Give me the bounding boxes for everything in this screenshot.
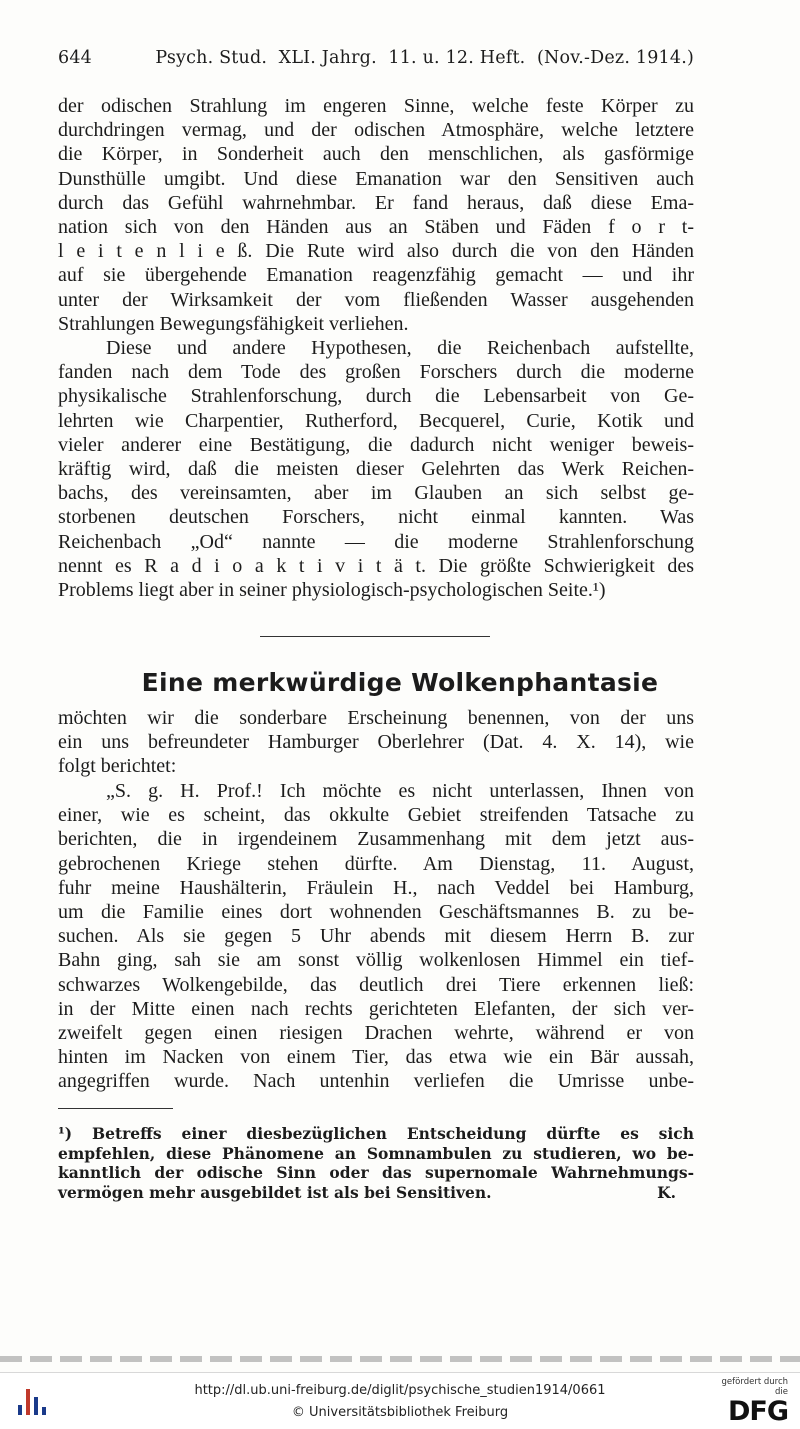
dfg-wordmark: DFG xyxy=(727,1396,788,1427)
page-number: 644 xyxy=(58,48,93,68)
text-line: Problems liegt aber in seiner physiologisch-psychologischen Seite.¹) xyxy=(58,578,606,601)
text-line: hinten im Nacken von einem Tier, das etwa wie ein Bär aussah, xyxy=(58,1046,694,1069)
dfg-caption: gefördert durch die xyxy=(721,1377,788,1397)
text-line: der odischen Strahlung im engeren Sinne, welche feste Körper zu xyxy=(58,95,694,117)
text-line: möchten wir die sonderbare Erscheinung benennen, von der uns xyxy=(58,707,694,729)
text-line: fuhr meine Haushälterin, Fräulein H., nach Veddel bei Hamburg, xyxy=(58,876,694,899)
running-title: Psych. Stud. XLI. Jahrg. 11. u. 12. Heft. (Nov.-Dez. 1914.) xyxy=(155,48,694,68)
text-line: ein uns befreundeter Hamburger Oberlehrer (Dat. 4. X. 14), wie xyxy=(58,731,694,754)
text-line: Bahn ging, sah sie am sonst völlig wolkenlosen Himmel ein tief- xyxy=(58,949,694,972)
text-line: unter der Wirksamkeit der vom fließenden Wasser ausgehenden xyxy=(58,288,694,311)
paragraph-2 xyxy=(58,336,694,602)
text-line: durchdringen vermag, und der odischen Atmosphäre, welche letztere xyxy=(58,119,694,142)
footnote-last-text: vermögen mehr ausgebildet ist als bei Sensitiven. xyxy=(58,1182,492,1202)
footnote-line xyxy=(58,1183,694,1203)
text-line: einer, wie es scheint, das okkulte Gebiet streifenden Tatsache zu xyxy=(58,804,694,827)
text-line: Diese und andere Hypothesen, die Reichenbach aufstellte, xyxy=(106,337,694,359)
permalink-url[interactable]: http://dl.ub.uni-freiburg.de/diglit/psychische_studien1914/0661 xyxy=(194,1383,606,1398)
text-line: nation sich von den Händen aus an Stäben und Fäden f o r t- xyxy=(58,215,694,238)
text-line: physikalische Strahlenforschung, durch die Lebensarbeit von Ge- xyxy=(58,385,694,408)
text-line: kräftig wird, daß die meisten dieser Gelehrten das Werk Reichen- xyxy=(58,457,694,480)
text-line: bachs, des vereinsamten, aber im Glauben an sich selbst ge- xyxy=(58,482,694,505)
viewer-footer-bar xyxy=(0,1372,800,1429)
scan-artifact xyxy=(0,1356,800,1362)
dfg-logo xyxy=(708,1377,788,1427)
text-line: storbenen deutschen Forschers, nicht einmal kannten. Was xyxy=(58,506,694,529)
footnote-rule xyxy=(58,1108,173,1109)
footnote xyxy=(58,1124,694,1202)
text-line: vieler anderer eine Bestätigung, die dadurch nicht weniger beweis- xyxy=(58,433,694,456)
text-line: Dunsthülle umgibt. Und diese Emanation war den Sensitiven auch xyxy=(58,167,694,190)
text-line: Strahlungen Bewegungsfähigkeit verliehen. xyxy=(58,312,409,335)
text-line: „S. g. H. Prof.! Ich möchte es nicht unterlassen, Ihnen von xyxy=(106,780,694,802)
text-line: nennt es R a d i o a k t i v i t ä t. Die größte Schwierigkeit des xyxy=(58,554,694,577)
section-divider xyxy=(260,636,490,637)
text-line: Reichenbach „Od“ nannte — die moderne Strahlenforschung xyxy=(58,530,694,553)
text-line: schwarzes Wolkengebilde, das deutlich drei Tiere erkennen ließ: xyxy=(58,973,694,996)
text-line: folgt berichtet: xyxy=(58,755,177,778)
text-line: berichten, die in irgendeinem Zusammenhang mit dem jetzt aus- xyxy=(58,828,694,851)
text-line: angegriffen wurde. Nach untenhin verliefen die Umrisse unbe- xyxy=(58,1070,694,1093)
footnote-line: ¹) Betreffs einer diesbezüglichen Entscheidung dürfte es sich xyxy=(58,1124,694,1143)
text-line: die Körper, in Sonderheit auch den menschlichen, als gasförmige xyxy=(58,143,694,166)
copyright-notice: © Universitätsbibliothek Freiburg xyxy=(291,1405,509,1420)
footnote-signature: K. xyxy=(657,1182,676,1202)
text-line: gebrochenen Kriege stehen dürfte. Am Dienstag, 11. August, xyxy=(58,852,694,875)
footnote-line: kanntlich der odische Sinn oder das supernomale Wahrnehmungs- xyxy=(58,1163,694,1182)
text-line: um die Familie eines dort wohnenden Geschäftsmannes B. zu be- xyxy=(58,900,694,923)
text-line: suchen. Als sie gegen 5 Uhr abends mit diesem Herrn B. zur xyxy=(58,925,694,948)
footnote-line: empfehlen, diese Phänomene an Somnambulen zu studieren, wo be- xyxy=(58,1143,694,1163)
paragraph-1 xyxy=(58,94,694,336)
text-line: fanden nach dem Tode des großen Forschers durch die moderne xyxy=(58,361,694,384)
text-line: zweifelt gegen einen riesigen Drachen wehrte, während er von xyxy=(58,1021,694,1044)
paragraph-4 xyxy=(58,779,694,1093)
text-line: lehrten wie Charpentier, Rutherford, Becquerel, Curie, Kotik und xyxy=(58,409,694,432)
paragraph-3 xyxy=(58,706,694,779)
text-line: auf sie übergehende Emanation reagenzfähig gemacht — und ihr xyxy=(58,264,694,287)
text-line: l e i t e n l i e ß. Die Rute wird also durch die von den Händen xyxy=(58,240,694,263)
text-line: durch das Gefühl wahrnehmbar. Er fand heraus, daß diese Ema- xyxy=(58,191,694,214)
article-headline: Eine merkwürdige Wolkenphantasie xyxy=(141,668,659,697)
text-line: in der Mitte einen nach rechts gerichteten Elefanten, der sich ver- xyxy=(58,997,694,1020)
